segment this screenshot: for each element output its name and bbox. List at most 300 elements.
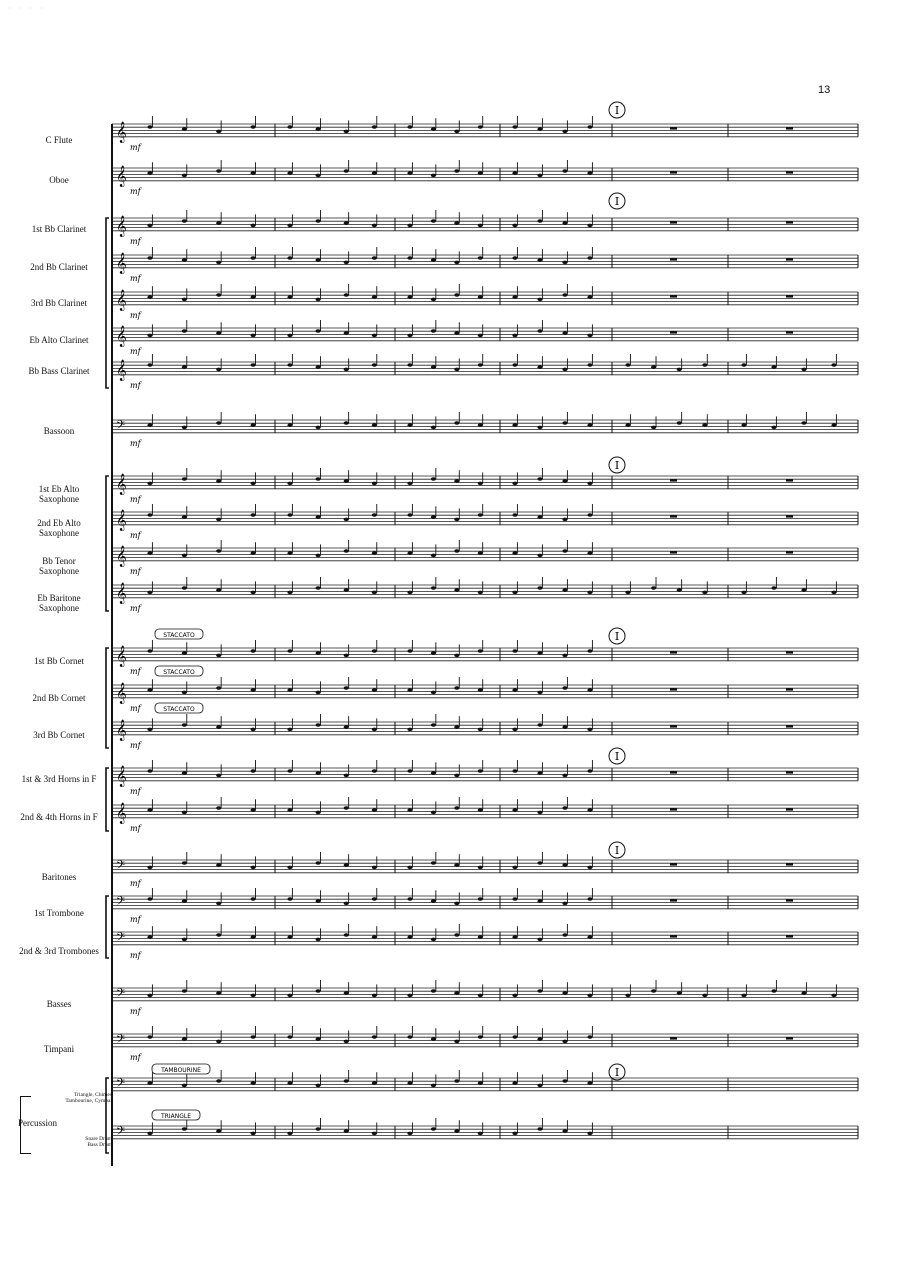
note-head <box>454 654 459 658</box>
note-head <box>407 334 412 338</box>
note-head <box>587 866 592 870</box>
note-head <box>316 651 321 655</box>
note-head <box>216 686 221 690</box>
note-head <box>182 298 187 302</box>
note-head <box>537 899 542 903</box>
treble-clef-icon: 𝄞 <box>116 474 127 495</box>
note-head <box>741 423 746 427</box>
whole-rest <box>670 295 677 297</box>
whole-rest <box>786 808 793 810</box>
note-head <box>407 1035 412 1039</box>
bass-clef-icon: 𝄢 <box>116 419 126 435</box>
note-head <box>431 989 436 993</box>
note-head <box>537 477 542 481</box>
note-head <box>801 588 806 592</box>
treble-clef-icon: 𝄞 <box>116 683 127 704</box>
note-head <box>316 989 321 993</box>
note-head <box>147 256 152 260</box>
note-head <box>344 686 349 690</box>
whole-rest <box>786 899 793 901</box>
note-head <box>251 125 256 129</box>
treble-clef-icon: 𝄞 <box>116 510 127 531</box>
note-head <box>147 1035 152 1039</box>
note-head <box>512 808 517 812</box>
dynamic-marking: mf <box>130 879 141 888</box>
note-head <box>216 1040 221 1044</box>
label-percussion: Percussion <box>18 1118 57 1128</box>
note-head <box>625 994 630 998</box>
bass-clef-icon: 𝄢 <box>116 987 126 1003</box>
dynamic-marking: mf <box>130 741 141 750</box>
note-head <box>147 334 152 338</box>
note-head <box>562 725 567 729</box>
note-head <box>587 1035 592 1039</box>
label-basses: Basses <box>46 999 72 1009</box>
whole-rest <box>670 479 677 481</box>
whole-rest <box>670 808 677 810</box>
note-head <box>512 688 517 692</box>
label-horns-2-4: 2nd & 4th Horns in F <box>20 812 98 822</box>
note-head <box>431 1084 436 1088</box>
note-head <box>407 224 412 228</box>
note-head <box>478 482 483 486</box>
note-head <box>454 902 459 906</box>
note-head <box>512 649 517 653</box>
note-head <box>216 588 221 592</box>
note-head <box>537 174 542 178</box>
note-head <box>372 1035 377 1039</box>
note-head <box>251 363 256 367</box>
dynamic-marking: mf <box>130 567 141 576</box>
whole-rest <box>786 651 793 653</box>
note-head <box>182 1037 187 1041</box>
note-head <box>407 423 412 427</box>
treble-clef-icon: 𝄞 <box>116 253 127 274</box>
note-head <box>216 130 221 134</box>
note-head <box>537 938 542 942</box>
note-head <box>431 899 436 903</box>
note-head <box>454 169 459 173</box>
note-head <box>316 298 321 302</box>
note-head <box>562 902 567 906</box>
note-head <box>344 654 349 658</box>
note-head <box>587 994 592 998</box>
note-head <box>454 293 459 297</box>
note-head <box>587 1081 592 1085</box>
note-head <box>407 866 412 870</box>
note-head <box>182 989 187 993</box>
whole-rest <box>786 1037 793 1039</box>
note-head <box>454 221 459 225</box>
note-head <box>182 477 187 481</box>
whole-rest <box>670 725 677 727</box>
note-head <box>407 551 412 555</box>
note-head <box>831 994 836 998</box>
note-head <box>287 1081 292 1085</box>
note-head <box>587 295 592 299</box>
note-head <box>407 935 412 939</box>
bass-clef-icon: 𝄢 <box>116 859 126 875</box>
label-2nd-cornet: 2nd Bb Cornet <box>32 693 86 703</box>
note-head <box>287 1132 292 1136</box>
treble-clef-icon: 𝄞 <box>116 720 127 741</box>
note-head <box>372 513 377 517</box>
note-head <box>372 935 377 939</box>
note-head <box>478 866 483 870</box>
note-head <box>147 897 152 901</box>
note-head <box>431 1037 436 1041</box>
whole-rest <box>786 221 793 223</box>
note-head <box>771 426 776 430</box>
whole-rest <box>670 935 677 937</box>
note-head <box>431 365 436 369</box>
whole-rest <box>670 221 677 223</box>
note-head <box>454 331 459 335</box>
note-head <box>431 771 436 775</box>
note-head <box>537 586 542 590</box>
note-head <box>651 426 656 430</box>
note-head <box>316 174 321 178</box>
note-head <box>251 1081 256 1085</box>
note-head <box>344 991 349 995</box>
note-head <box>251 935 256 939</box>
whole-rest <box>670 899 677 901</box>
label-tenor-sax: Bb Tenor Saxophone <box>39 556 79 576</box>
note-head <box>316 811 321 815</box>
note-head <box>512 551 517 555</box>
whole-rest <box>670 171 677 173</box>
note-head <box>431 811 436 815</box>
page-number: 13 <box>818 84 831 96</box>
note-head <box>625 363 630 367</box>
treble-clef-icon: 𝄞 <box>116 766 127 787</box>
note-head <box>287 125 292 129</box>
note-head <box>587 125 592 129</box>
note-head <box>287 171 292 175</box>
note-head <box>216 654 221 658</box>
note-head <box>587 688 592 692</box>
note-head <box>407 295 412 299</box>
note-head <box>562 774 567 778</box>
note-head <box>512 591 517 595</box>
dynamic-marking: mf <box>130 704 141 713</box>
note-head <box>562 806 567 810</box>
label-c-flute: C Flute <box>45 135 73 145</box>
note-head <box>478 591 483 595</box>
note-head <box>587 224 592 228</box>
annotation-text: STACCATO <box>163 669 195 676</box>
note-head <box>182 515 187 519</box>
note-head <box>344 588 349 592</box>
note-head <box>431 861 436 865</box>
note-head <box>537 219 542 223</box>
note-head <box>801 421 806 425</box>
note-head <box>216 293 221 297</box>
note-head <box>431 723 436 727</box>
note-head <box>512 935 517 939</box>
note-head <box>182 219 187 223</box>
dynamic-marking: mf <box>130 439 141 448</box>
note-head <box>251 994 256 998</box>
whole-rest <box>786 863 793 865</box>
note-head <box>537 651 542 655</box>
note-head <box>344 293 349 297</box>
note-head <box>512 994 517 998</box>
note-head <box>216 169 221 173</box>
label-baritone-sax: Eb Baritone Saxophone <box>37 593 81 613</box>
dynamic-marking: mf <box>130 824 141 833</box>
whole-rest <box>670 1037 677 1039</box>
note-head <box>478 334 483 338</box>
rehearsal-mark-text: I <box>614 104 620 117</box>
note-head <box>625 591 630 595</box>
note-head <box>251 897 256 901</box>
note-head <box>537 989 542 993</box>
note-head <box>147 171 152 175</box>
note-head <box>316 1127 321 1131</box>
note-head <box>251 808 256 812</box>
note-head <box>512 125 517 129</box>
note-head <box>537 515 542 519</box>
note-head <box>562 261 567 265</box>
note-head <box>251 513 256 517</box>
note-head <box>454 863 459 867</box>
note-head <box>741 363 746 367</box>
dynamic-marking: mf <box>130 381 141 390</box>
note-head <box>287 591 292 595</box>
note-head <box>251 482 256 486</box>
note-head <box>454 130 459 134</box>
note-head <box>316 723 321 727</box>
note-head <box>407 482 412 486</box>
note-head <box>147 808 152 812</box>
note-head <box>512 334 517 338</box>
note-head <box>431 554 436 558</box>
note-head <box>287 769 292 773</box>
note-head <box>287 688 292 692</box>
note-head <box>454 549 459 553</box>
treble-clef-icon: 𝄞 <box>116 583 127 604</box>
note-head <box>372 688 377 692</box>
note-head <box>251 551 256 555</box>
note-head <box>182 651 187 655</box>
note-head <box>512 1035 517 1039</box>
note-head <box>287 295 292 299</box>
note-head <box>562 293 567 297</box>
note-head <box>512 866 517 870</box>
note-head <box>454 421 459 425</box>
note-head <box>316 899 321 903</box>
note-head <box>182 723 187 727</box>
note-head <box>478 295 483 299</box>
note-head <box>587 728 592 732</box>
label-baritones: Baritones <box>41 872 77 882</box>
note-head <box>512 482 517 486</box>
note-head <box>702 994 707 998</box>
treble-clef-icon: 𝄞 <box>116 326 127 347</box>
note-head <box>454 725 459 729</box>
note-head <box>251 334 256 338</box>
note-head <box>287 224 292 228</box>
note-head <box>344 221 349 225</box>
note-head <box>512 728 517 732</box>
dynamic-marking: mf <box>130 237 141 246</box>
annotation-text: TAMBOURINE <box>161 1067 201 1074</box>
treble-clef-icon: 𝄞 <box>116 646 127 667</box>
note-head <box>562 479 567 483</box>
note-head <box>287 334 292 338</box>
note-head <box>537 329 542 333</box>
note-head <box>512 897 517 901</box>
note-head <box>562 654 567 658</box>
note-head <box>316 365 321 369</box>
dynamic-marking: mf <box>130 187 141 196</box>
note-head <box>372 866 377 870</box>
note-head <box>372 1132 377 1136</box>
note-head <box>216 261 221 265</box>
note-head <box>587 256 592 260</box>
label-1st-clarinet: 1st Bb Clarinet <box>31 224 87 234</box>
whole-rest <box>670 127 677 129</box>
note-head <box>147 295 152 299</box>
note-head <box>287 551 292 555</box>
note-head <box>147 688 152 692</box>
note-head <box>431 477 436 481</box>
note-head <box>512 224 517 228</box>
note-head <box>372 171 377 175</box>
dynamic-marking: mf <box>130 951 141 960</box>
note-head <box>512 295 517 299</box>
note-head <box>182 771 187 775</box>
note-head <box>216 1079 221 1083</box>
note-head <box>216 549 221 553</box>
note-head <box>344 261 349 265</box>
note-head <box>372 423 377 427</box>
note-head <box>407 688 412 692</box>
note-head <box>344 774 349 778</box>
note-head <box>562 588 567 592</box>
treble-clef-icon: 𝄞 <box>116 546 127 567</box>
treble-clef-icon: 𝄞 <box>116 290 127 311</box>
note-head <box>147 551 152 555</box>
note-head <box>562 518 567 522</box>
note-head <box>251 728 256 732</box>
note-head <box>587 769 592 773</box>
note-head <box>182 365 187 369</box>
note-head <box>316 861 321 865</box>
note-head <box>287 935 292 939</box>
whole-rest <box>786 935 793 937</box>
note-head <box>316 515 321 519</box>
note-head <box>372 728 377 732</box>
label-percussion-sub2: Snare Drum Bass Drum <box>85 1136 112 1148</box>
whole-rest <box>670 688 677 690</box>
note-head <box>216 774 221 778</box>
note-head <box>251 423 256 427</box>
note-head <box>454 588 459 592</box>
note-head <box>147 769 152 773</box>
note-head <box>216 221 221 225</box>
note-head <box>478 551 483 555</box>
note-head <box>407 591 412 595</box>
note-head <box>431 127 436 131</box>
note-head <box>702 363 707 367</box>
note-head <box>651 365 656 369</box>
note-head <box>431 174 436 178</box>
note-head <box>372 256 377 260</box>
note-head <box>587 482 592 486</box>
note-head <box>677 421 682 425</box>
note-head <box>801 368 806 372</box>
note-head <box>316 258 321 262</box>
note-head <box>831 591 836 595</box>
note-head <box>537 127 542 131</box>
whole-rest <box>786 688 793 690</box>
note-head <box>182 861 187 865</box>
note-head <box>454 518 459 522</box>
label-bassoon: Bassoon <box>43 426 75 436</box>
note-head <box>216 368 221 372</box>
note-head <box>741 994 746 998</box>
note-head <box>562 169 567 173</box>
note-head <box>216 1129 221 1133</box>
label-2nd-clarinet: 2nd Bb Clarinet <box>30 262 88 272</box>
label-1st-trombone: 1st Trombone <box>34 908 84 918</box>
label-1st-cornet: 1st Bb Cornet <box>33 656 84 666</box>
note-head <box>316 426 321 430</box>
note-head <box>771 365 776 369</box>
note-head <box>478 649 483 653</box>
note-head <box>587 649 592 653</box>
label-oboe: Oboe <box>49 175 69 185</box>
treble-clef-icon: 𝄞 <box>116 122 127 143</box>
note-head <box>216 991 221 995</box>
bass-clef-icon: 𝄢 <box>116 1077 126 1093</box>
note-head <box>344 331 349 335</box>
percussion-group <box>0 1088 120 1168</box>
label-alto-clarinet: Eb Alto Clarinet <box>29 335 89 345</box>
note-head <box>562 368 567 372</box>
whole-rest <box>786 171 793 173</box>
note-head <box>372 551 377 555</box>
note-head <box>182 174 187 178</box>
note-head <box>512 171 517 175</box>
dynamic-marking: mf <box>130 495 141 504</box>
note-head <box>562 130 567 134</box>
note-head <box>478 1081 483 1085</box>
note-head <box>537 426 542 430</box>
note-head <box>562 549 567 553</box>
note-head <box>587 423 592 427</box>
note-head <box>251 171 256 175</box>
whole-rest <box>670 331 677 333</box>
dynamic-marking: mf <box>130 1007 141 1016</box>
note-head <box>372 808 377 812</box>
note-head <box>537 365 542 369</box>
note-head <box>478 513 483 517</box>
note-head <box>478 171 483 175</box>
note-head <box>431 515 436 519</box>
whole-rest <box>786 725 793 727</box>
note-head <box>344 1040 349 1044</box>
note-head <box>287 728 292 732</box>
bass-clef-icon: 𝄢 <box>116 1033 126 1049</box>
whole-rest <box>670 551 677 553</box>
note-head <box>216 421 221 425</box>
note-head <box>431 1127 436 1131</box>
note-head <box>831 423 836 427</box>
note-head <box>316 329 321 333</box>
